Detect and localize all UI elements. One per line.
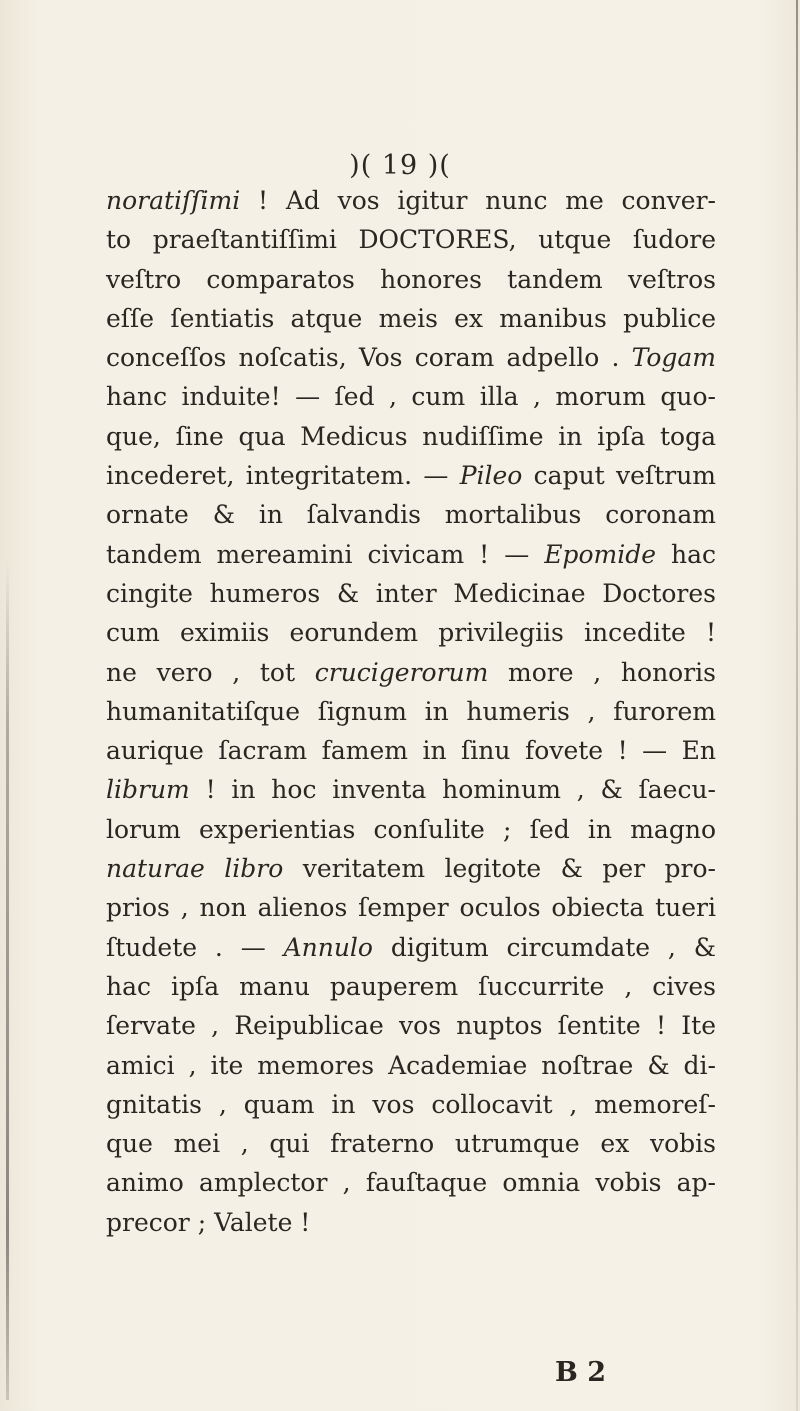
text-run: ! in hoc inventa hominum , & ſaecu- [189, 775, 716, 805]
text-line [106, 1163, 716, 1202]
text-run: conceſſos noſcatis, Vos coram adpello . [106, 343, 632, 373]
text-run: ornate & in ſalvandis mortalibus coronam [106, 500, 716, 530]
text-run: amici , ite memores Academiae noſtrae & di- [106, 1050, 716, 1080]
text-run: gnitatis , quam in vos collocavit , memoreſ- [106, 1089, 716, 1119]
text-line [106, 495, 716, 534]
text-run: incederet, integritatem. — [106, 461, 460, 491]
text-line [106, 299, 716, 338]
text-line [106, 613, 716, 652]
text-line [106, 770, 716, 809]
text-line [106, 220, 716, 259]
text-run: digitum circumdate , & [372, 932, 716, 962]
text-line [106, 456, 716, 495]
text-line [106, 535, 716, 574]
text-line [106, 1085, 716, 1124]
text-run: precor ; Valete ! [106, 1207, 311, 1237]
text-run: veritatem legitote & per pro- [283, 854, 717, 884]
text-line [106, 731, 716, 770]
body-text [106, 181, 716, 1242]
text-line [106, 574, 716, 613]
text-run: to praeſtantiſſimi DOCTORES, utque ſudore [106, 225, 716, 255]
italic-word: crucigerorum [314, 657, 489, 687]
text-line [106, 1203, 716, 1242]
italic-word: Pileo [459, 461, 523, 491]
signature-mark: B 2 [555, 1357, 607, 1388]
text-run: animo amplector , fauſtaque omnia vobis ap- [106, 1168, 716, 1198]
text-run: prios , non alienos ſemper oculos obiecta tueri [106, 893, 716, 923]
text-run: caput veſtrum [522, 461, 716, 491]
text-run: que mei , qui fraterno utrumque ex vobis [106, 1129, 716, 1159]
text-run: ne vero , tot [106, 657, 315, 687]
text-line [106, 1046, 716, 1085]
text-line [106, 338, 716, 377]
text-run: hanc induite! — ſed , cum illa , morum quo- [106, 382, 716, 412]
text-run: veſtro comparatos honores tandem veſtros [106, 264, 716, 294]
text-run: aurique ſacram famem in ſinu fovete ! — En [106, 736, 716, 766]
text-line [106, 1006, 716, 1045]
text-line [106, 417, 716, 456]
page-edge-shadow [796, 0, 798, 1411]
page-edge-shadow [6, 560, 9, 1400]
text-run: cum eximiis eorundem privilegiis incedite ! [106, 618, 716, 648]
page-header: )( 19 )( [349, 150, 451, 181]
text-line [106, 849, 716, 888]
text-run: eſſe ſentiatis atque meis ex manibus publice [106, 303, 716, 333]
text-run: ſtudete . — [106, 932, 284, 962]
text-line [106, 928, 716, 967]
italic-word: naturae libro [106, 854, 284, 884]
text-run: que, ſine qua Medicus nudiſſime in ipſa toga [106, 421, 716, 451]
text-run: hac ipſa manu pauperem ſuccurrite , cives [106, 971, 716, 1001]
italic-word: Annulo [283, 932, 373, 962]
text-line [106, 653, 716, 692]
text-run: humanitatiſque ſignum in humeris , furorem [106, 696, 716, 726]
text-run: more , honoris [488, 657, 716, 687]
italic-word: noratiſſimi [106, 186, 241, 215]
text-line [106, 1124, 716, 1163]
italic-word: Epomide [544, 539, 656, 569]
text-run: lorum experientias conſulite ; ſed in magno [106, 814, 716, 844]
text-line [106, 260, 716, 299]
text-line [106, 377, 716, 416]
text-line [106, 810, 716, 849]
text-line [106, 181, 716, 220]
text-run: ſervate , Reipublicae vos nuptos ſentite ! Ite [106, 1011, 716, 1041]
text-run: ! Ad vos igitur nunc me conver- [240, 186, 716, 215]
text-run: hac [656, 539, 716, 569]
text-line [106, 888, 716, 927]
text-line [106, 692, 716, 731]
text-run: cingite humeros & inter Medicinae Doctores [106, 578, 716, 608]
text-line [106, 967, 716, 1006]
text-run: tandem mereamini civicam ! — [106, 539, 545, 569]
italic-word: Togam [631, 343, 716, 373]
italic-word: librum [106, 775, 190, 805]
